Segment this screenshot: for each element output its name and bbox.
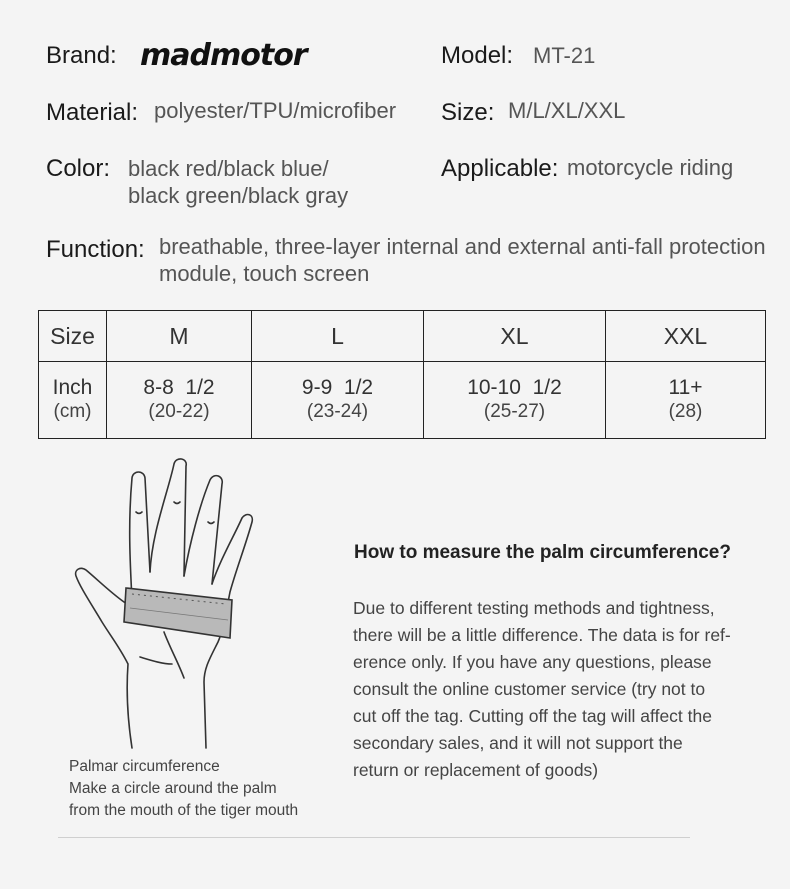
function-value-line1: breathable, three-layer internal and external anti-fall protection [159, 234, 766, 259]
brand-logo: madmotor [140, 38, 307, 73]
color-value-line1: black red/black blue/ [128, 156, 329, 181]
cm-label: (cm) [53, 401, 92, 422]
size-table-header-row [39, 311, 766, 362]
inch-value: 10-10 1/2 [467, 376, 562, 399]
tape-measure-icon [124, 588, 232, 638]
hand-measure-illustration [70, 452, 260, 752]
how-to-line: erence only. If you have any questions, please [353, 652, 712, 672]
inch-value: 11+ [668, 376, 703, 399]
size-value: M/L/XL/XXL [508, 98, 626, 123]
size-col-xl: XL [424, 311, 606, 362]
how-to-line: consult the online customer service (try not to [353, 679, 706, 699]
how-to-line: there will be a little difference. The data is for ref- [353, 625, 731, 645]
how-to-line: return or replacement of goods) [353, 760, 599, 780]
brand-label: Brand: [46, 42, 117, 69]
inch-value: 9-9 1/2 [301, 376, 374, 399]
inch-label: Inch [52, 376, 93, 399]
model-value: MT-21 [533, 43, 596, 68]
cm-value: (23-24) [306, 401, 369, 422]
model-label: Model: [441, 42, 514, 69]
measure-cell-xxl [606, 362, 766, 439]
size-header-label: Size [39, 311, 107, 362]
material-value: polyester/TPU/microfiber [154, 98, 397, 123]
size-col-l: L [252, 311, 424, 362]
measure-cell-l [252, 362, 424, 439]
function-value-line2: module, touch screen [159, 261, 370, 286]
size-col-m: M [107, 311, 252, 362]
color-label: Color: [46, 155, 111, 182]
caption-line1: Palmar circumference [69, 758, 220, 775]
measure-cell-xl [424, 362, 606, 439]
cm-value: (20-22) [148, 401, 210, 422]
measure-row-label [39, 362, 107, 439]
how-to-line: Due to different testing methods and tightness, [353, 598, 715, 618]
size-col-xxl: XXL [606, 311, 766, 362]
caption-line2: Make a circle around the palm [69, 780, 277, 797]
inch-value: 8-8 1/2 [143, 376, 215, 399]
color-value-line2: black green/black gray [128, 183, 349, 208]
measure-cell-m [107, 362, 252, 439]
caption-line3: from the mouth of the tiger mouth [69, 802, 299, 819]
applicable-label: Applicable: [441, 155, 559, 182]
material-label: Material: [46, 99, 139, 126]
size-table [38, 310, 766, 439]
how-to-line: cut off the tag. Cutting off the tag will affect the [353, 706, 712, 726]
size-table-measure-row [39, 362, 766, 439]
size-label: Size: [441, 99, 495, 126]
cm-value: (25-27) [483, 401, 546, 422]
bottom-divider [58, 837, 690, 838]
how-to-line: secondary sales, and it will not support the [353, 733, 683, 753]
function-label: Function: [46, 236, 145, 263]
how-to-title: How to measure the palm circumference? [354, 542, 731, 563]
how-to-text [353, 595, 763, 784]
cm-value: (28) [668, 401, 703, 422]
applicable-value: motorcycle riding [567, 155, 734, 180]
